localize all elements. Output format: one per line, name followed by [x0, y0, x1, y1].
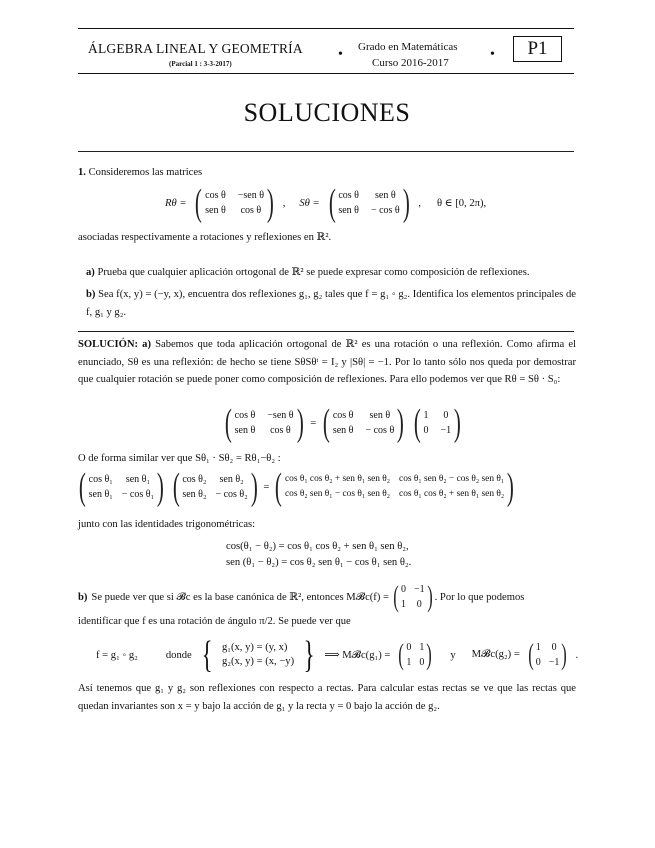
part-badge: P1 — [513, 36, 562, 62]
right-paren: ) — [561, 638, 568, 671]
left-paren: ( — [195, 182, 203, 224]
matrix-cell: 0 — [551, 642, 557, 653]
solution-b-line-1 — [78, 582, 578, 612]
left-paren: ( — [172, 466, 180, 508]
right-paren: ) — [454, 402, 461, 444]
solution-a-paragraph — [78, 336, 576, 389]
matrix-cell: cos θ — [234, 410, 256, 421]
matrix-cell: cos θ — [270, 425, 291, 436]
eq1-s0-matrix — [411, 404, 464, 442]
matrix-cell: cos θ — [338, 190, 359, 201]
header-bottom-rule — [78, 73, 574, 74]
left-paren: ( — [275, 466, 283, 508]
matrix-cell: cos θ₂ sen θ₁ − cos θ₁ sen θ₂ — [284, 489, 391, 499]
mg1-matrix — [396, 640, 434, 670]
header-top-rule — [78, 28, 574, 29]
right-brace: } — [303, 634, 315, 676]
mg2-matrix — [526, 640, 570, 670]
identity-2: sen (θ₁ − θ₂) = cos θ₂ sen θ₁ − cos θ₁ sen θ₂. — [226, 557, 412, 568]
matrix-cell: − cos θ — [370, 205, 400, 216]
donde-word: donde — [165, 649, 192, 661]
matrix-cell: sen θ₁ — [125, 474, 150, 485]
r-theta-matrix — [192, 184, 276, 222]
similar-text: O de forma similar ver que Sθ₁ · Sθ₂ = Rθ₁−θ₂ : — [78, 453, 281, 464]
solution-b-line-2: identificar que f es una rotación de ángulo π/2. Se puede ver que — [78, 616, 351, 627]
period: . — [575, 649, 579, 661]
equals-sign: = — [263, 481, 270, 493]
right-paren: ) — [426, 638, 433, 671]
matrix-cell: 1 — [406, 657, 412, 668]
g1-definition: g₁(x, y) = (y, x) — [221, 642, 288, 653]
matrices-definition — [165, 184, 486, 222]
part-a-label: a) — [86, 267, 95, 278]
solution-a-text: Sabemos que toda aplicación ortogonal de ℝ² es una rotación o una reflexión. Como afirma el enunciado, Sθ es una reflexión: de hecho se tiene SθSθᵗ = I₂ y |Sθ| = −1. Por lo tanto sólo nos queda por demostrar que cualquier rotación se puede poner como composición de reflexiones. Para ello podemos ver que Rθ = Sθ · S₀: — [78, 339, 576, 385]
eq2-b-cells — [182, 473, 247, 501]
degree-name: Grado en Matemáticas — [358, 41, 458, 53]
matrix-cell: 0 — [400, 584, 406, 595]
problem-after-matrices: asociadas respectivamente a rotaciones y reflexiones en ℝ². — [78, 232, 332, 243]
composition: f = g₁ ◦ g₂ — [96, 649, 138, 661]
matrix-cell: cos θ — [205, 190, 226, 201]
matrix-cell: 0 — [443, 410, 449, 421]
mg2-cells — [536, 641, 560, 669]
matrix-cell: − cos θ₁ — [121, 489, 155, 500]
matrix-cell: 1 — [423, 410, 429, 421]
right-paren: ) — [397, 402, 405, 444]
equation-rotation-decomposition — [222, 404, 464, 442]
left-paren: ( — [78, 466, 86, 508]
eq2-reflection-2 — [170, 468, 261, 506]
eq1-s-cells — [333, 409, 394, 437]
mg1-cells — [406, 641, 424, 669]
part-a-text: Prueba que cualquier aplicación ortogonal de ℝ² se puede expresar como composición de reflexiones. — [97, 267, 530, 278]
matrix-cell: 0 — [419, 657, 425, 668]
eq1-reflection-matrix — [320, 404, 407, 442]
identity-1: cos(θ₁ − θ₂) = cos θ₁ cos θ₂ + sen θ₁ sen θ₂, — [226, 541, 409, 552]
header-bullet-1: • — [338, 47, 343, 62]
left-paren: ( — [528, 638, 534, 671]
right-paren: ) — [402, 182, 410, 224]
solution-rule — [78, 331, 574, 332]
implies-mg1: ⟹ M𝓑c(g₁) = — [324, 649, 391, 661]
matrix-cell: −1 — [440, 425, 452, 436]
matrix-cell: cos θ₁ sen θ₂ − cos θ₂ sen θ₁ — [399, 474, 505, 484]
matrix-cell: sen θ — [375, 190, 396, 201]
page-title: SOLUCIONES — [243, 98, 411, 127]
mg2-label: M𝓑c(g₂) = — [471, 649, 520, 660]
solution-b-label: b) — [78, 591, 88, 603]
eq2-product-matrix — [272, 468, 516, 506]
right-paren: ) — [250, 466, 258, 508]
academic-year: Curso 2016-2017 — [372, 57, 449, 69]
identities-intro: junto con las identidades trigonométricas: — [78, 519, 256, 530]
matrix-cell: sen θ₂ — [182, 489, 207, 500]
comma: , — [418, 197, 422, 209]
part-b-text: Sea f(x, y) = (−y, x), encuentra dos reflexiones g₁, g₂ tales que f = g₁ ◦ g₂. Identifica los elementos principales de f, g₁ y g₂. — [86, 289, 577, 318]
matrix-cell: −1 — [413, 584, 425, 595]
right-paren: ) — [506, 466, 514, 508]
course-title: ÁLGEBRA LINEAL Y GEOMETRÍA — [88, 41, 303, 56]
matrix-cell: −sen θ — [267, 410, 294, 421]
matrix-cell: 1 — [419, 642, 425, 653]
s-theta-matrix — [326, 184, 413, 222]
matrix-cell: 0 — [406, 642, 412, 653]
equals-sign: = — [310, 417, 317, 429]
eq1-r-cells — [235, 409, 294, 437]
eq2-reflection-1 — [76, 468, 167, 506]
matrix-cell: 0 — [416, 599, 422, 610]
problem-intro — [78, 164, 576, 182]
problem-number: 1. — [78, 167, 86, 178]
left-paren: ( — [328, 182, 336, 224]
part-b-label: b) — [86, 289, 96, 300]
solution-b-text-2: . Por lo que podemos — [434, 591, 525, 603]
eq2-a-cells — [89, 473, 154, 501]
s-theta-cells — [338, 189, 399, 217]
problem-part-a — [78, 264, 576, 282]
left-paren: ( — [224, 402, 232, 444]
title-rule — [78, 151, 574, 152]
s-theta-label: Sθ = — [299, 197, 320, 209]
matrix-cell: cos θ₁ — [88, 474, 113, 485]
header-bullet-2: • — [490, 47, 495, 62]
matrix-cell: cos θ — [332, 410, 354, 421]
problem-part-b — [78, 286, 576, 321]
matrix-cell: sen θ₂ — [219, 474, 244, 485]
right-paren: ) — [296, 402, 304, 444]
r-theta-label: Rθ = — [165, 197, 187, 209]
exam-info: (Parcial 1 : 3-3-2017) — [169, 60, 232, 68]
y-word: y — [450, 649, 456, 661]
mf-matrix — [391, 582, 435, 612]
equation-reflection-product — [76, 468, 517, 506]
solution-label: SOLUCIÓN: — [78, 339, 139, 350]
left-paren: ( — [398, 638, 405, 671]
solution-a-label: a) — [142, 339, 151, 350]
matrix-cell: − cos θ₂ — [215, 489, 248, 500]
matrix-cell: 1 — [535, 642, 541, 653]
matrix-cell: −sen θ — [237, 190, 265, 201]
matrix-cell: sen θ — [205, 205, 226, 216]
g-definitions — [222, 641, 294, 669]
matrix-cell: −1 — [548, 657, 560, 668]
eq2-c-cells — [285, 473, 504, 501]
matrix-cell: 1 — [400, 599, 406, 610]
matrix-cell: cos θ₁ cos θ₂ + sen θ₁ sen θ₂ — [399, 489, 505, 499]
matrix-cell: cos θ₁ cos θ₂ + sen θ₁ sen θ₂ — [284, 474, 391, 484]
eq1-s0-cells — [424, 409, 452, 437]
left-paren: ( — [323, 402, 330, 444]
left-paren: ( — [393, 580, 399, 613]
mf-cells — [401, 583, 425, 611]
matrix-cell: sen θ — [234, 425, 256, 436]
g2-definition: g₂(x, y) = (x, −y) — [221, 656, 295, 667]
matrix-cell: sen θ₁ — [88, 489, 113, 500]
solution-final-paragraph: Así tenemos que g₁ y g₂ son reflexiones con respecto a rectas. Para calcular estas rectas se ve que las rectas que quedan invariantes son x = y bajo la acción de g₁ y la recta y = 0 bajo la acción de g₂. — [78, 683, 576, 712]
comma: , — [282, 197, 286, 209]
matrix-cell: cos θ — [240, 205, 262, 216]
right-paren: ) — [426, 580, 433, 613]
r-theta-cells — [205, 189, 264, 217]
composition-equation — [96, 636, 578, 674]
matrix-cell: − cos θ — [365, 425, 395, 436]
matrix-cell: cos θ₂ — [182, 474, 207, 485]
matrix-cell: 0 — [423, 425, 429, 436]
problem-intro-text: Consideremos las matrices — [88, 167, 203, 178]
matrix-cell: 0 — [535, 657, 541, 668]
left-brace: { — [201, 634, 213, 676]
solution-b-text-1: Se puede ver que si 𝓑c es la base canónica de ℝ², entonces M𝓑c(f) = — [91, 591, 389, 603]
right-paren: ) — [266, 182, 274, 224]
theta-range: θ ∈ [0, 2π), — [437, 198, 487, 209]
matrix-cell: sen θ — [338, 205, 359, 216]
eq1-rotation-matrix — [222, 404, 306, 442]
right-paren: ) — [156, 466, 164, 508]
matrix-cell: sen θ — [332, 425, 354, 436]
matrix-cell: sen θ — [369, 410, 391, 421]
left-paren: ( — [413, 402, 421, 444]
